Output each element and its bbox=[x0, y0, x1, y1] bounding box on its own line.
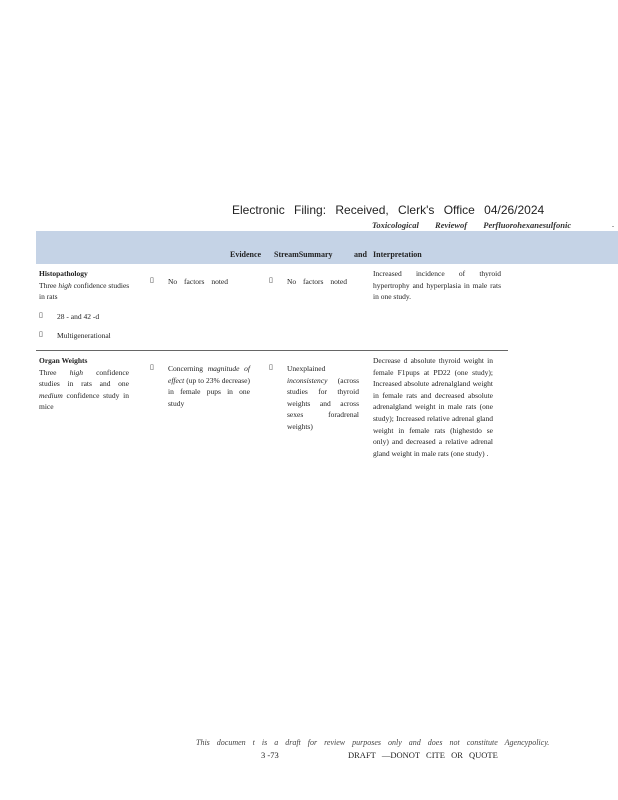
footer-note: This documen t is a draft for review purposes only and does not constitute Agencypolicy. bbox=[196, 738, 550, 747]
interpretation: Increased incidence of thyroid hypertrophy and hyperplasia in male rats in one study. bbox=[373, 269, 501, 302]
bullet-icon: ▯ bbox=[150, 276, 154, 284]
sub-item: Multigenerational bbox=[57, 331, 111, 340]
decreasing-factors: Unexplained inconsistency (across studies for thyroid weights and across sexes foradrenal weights) bbox=[287, 364, 359, 431]
bullet-icon: ▯ bbox=[39, 330, 43, 338]
row-divider bbox=[36, 350, 508, 351]
increasing-factors: No factors noted bbox=[168, 277, 228, 286]
increasing-factors: Concerning magnitude of effect (up to 23% decrease) in female pups in one study bbox=[168, 364, 251, 408]
table-header bbox=[36, 231, 618, 264]
running-title: Toxicological Reviewof Perfluorohexanesulfonic bbox=[372, 220, 572, 230]
sub-item: 28 - and 42 -d bbox=[57, 312, 100, 321]
bullet-icon: ▯ bbox=[269, 276, 273, 284]
bullet-icon: ▯ bbox=[269, 363, 273, 371]
running-title-tail: . bbox=[612, 220, 614, 229]
header-evidence: Evidence bbox=[230, 250, 262, 259]
row-description: Organ Weights Three high confidence studies in rats and one medium confidence study in mice bbox=[39, 356, 130, 412]
row-description: Histopathology Three high confidence studies in rats bbox=[39, 269, 130, 302]
row-title: Organ Weights bbox=[39, 356, 88, 365]
header-and: and bbox=[354, 250, 367, 259]
row-title: Histopathology bbox=[39, 269, 88, 278]
bullet-icon: ▯ bbox=[150, 363, 154, 371]
bullet-icon: ▯ bbox=[39, 311, 43, 319]
filing-stamp: Electronic Filing: Received, Clerk's Office 04/26/2024 bbox=[232, 203, 545, 217]
header-interpretation: Interpretation bbox=[373, 250, 422, 259]
page-number: 3 -73 bbox=[261, 750, 279, 760]
decreasing-factors: No factors noted bbox=[287, 277, 347, 286]
draft-label: DRAFT —DONOT CITE OR QUOTE bbox=[348, 750, 498, 760]
header-stream-summary: StreamSummary bbox=[274, 250, 333, 259]
interpretation: Decrease d absolute thyroid weight in female F1pups at PD22 (one study); Increased absolute adrenalgland weight in female rats and decreased absolute adrenalgland weight in male rats (one study); Increased relative adrenal gland weight in female rats (highestdo se only) and decreased a relative adrenal gland weight in male rats (one study) . bbox=[373, 356, 493, 458]
